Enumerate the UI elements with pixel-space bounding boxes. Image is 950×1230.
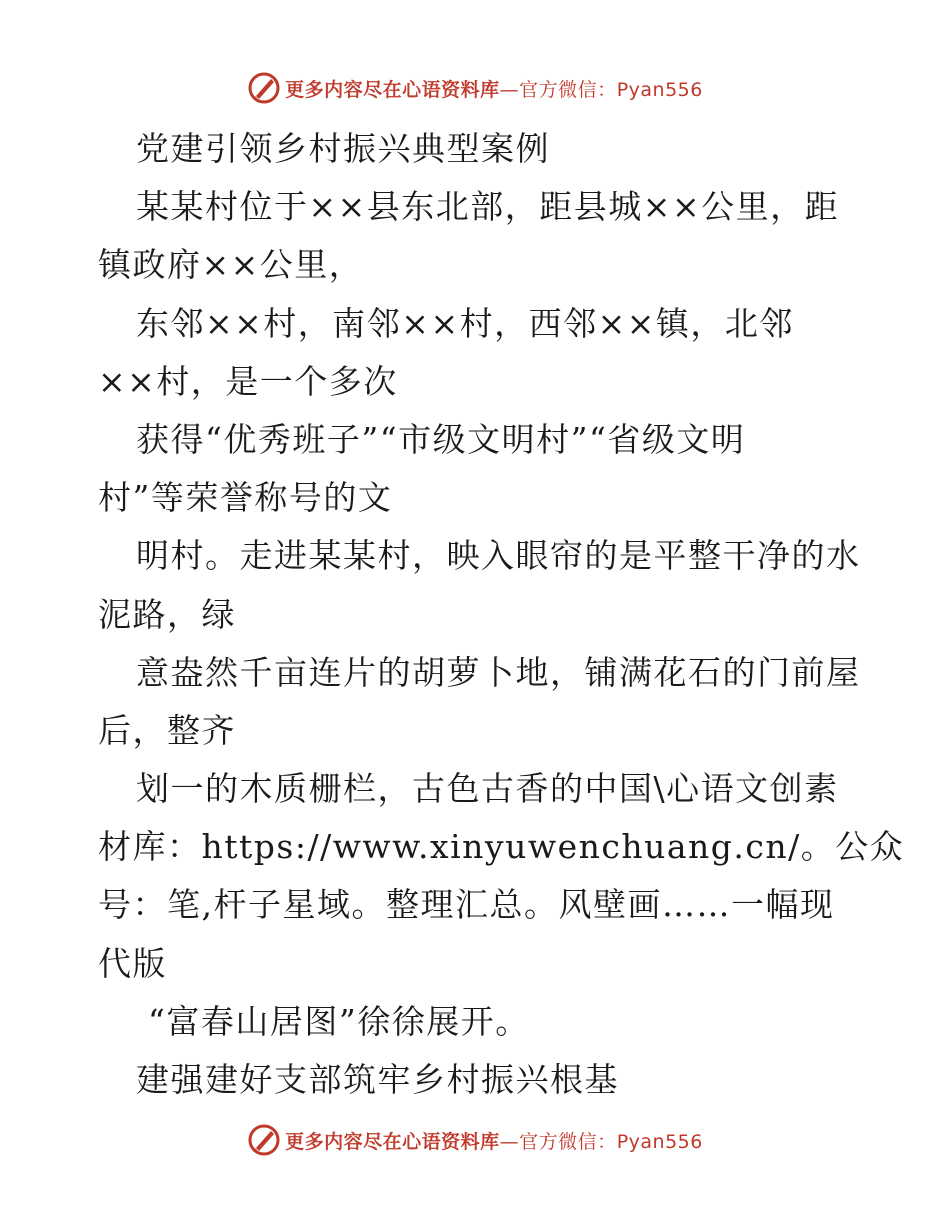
pen-logo-icon [247,1123,281,1157]
paragraph-line: 村”等荣誉称号的文 [98,478,393,518]
header-banner [0,68,950,108]
paragraph-line: ××村，是一个多次 [98,361,398,401]
paragraph-line: 材库：https://www.xinyuwenchuang.cn/。公众 [98,827,905,867]
paragraph-line: 号：笔,杆子星域。整理汇总。风壁画……一幅现 [98,885,835,925]
document-body [98,120,905,1109]
paragraph-line: 明村。走进某某村，映入眼帘的是平整干净的水 [136,536,861,576]
paragraph-line: 获得“优秀班子”“市级文明村”“省级文明 [136,419,746,459]
paragraph-line: 泥路，绿 [98,594,236,634]
paragraph-line: 意盎然千亩连片的胡萝卜地，铺满花石的门前屋 [136,652,861,692]
footer-banner [0,1120,950,1160]
paragraph-line: “富春山居图”徐徐展开。 [148,1001,530,1041]
doc-title: 党建引领乡村振兴典型案例 [136,129,550,168]
paragraph-line: 划一的木质栅栏，古色古香的中国\心语文创素 [136,769,839,809]
paragraph-line: 代版 [98,943,167,983]
banner-text: 更多内容尽在心语资料库—官方微信：Pyan556 [285,1130,703,1153]
paragraph-line: 东邻××村，南邻××村，西邻××镇，北邻 [136,303,794,343]
section-heading: 建强建好支部筑牢乡村振兴根基 [136,1060,619,1099]
paragraph-line: 后，整齐 [98,710,236,750]
paragraph-line: 某某村位于××县东北部，距县城××公里，距 [136,187,840,227]
paragraph-line: 镇政府××公里， [98,245,364,285]
pen-logo-icon [247,71,281,105]
banner-text: 更多内容尽在心语资料库—官方微信：Pyan556 [285,78,703,101]
